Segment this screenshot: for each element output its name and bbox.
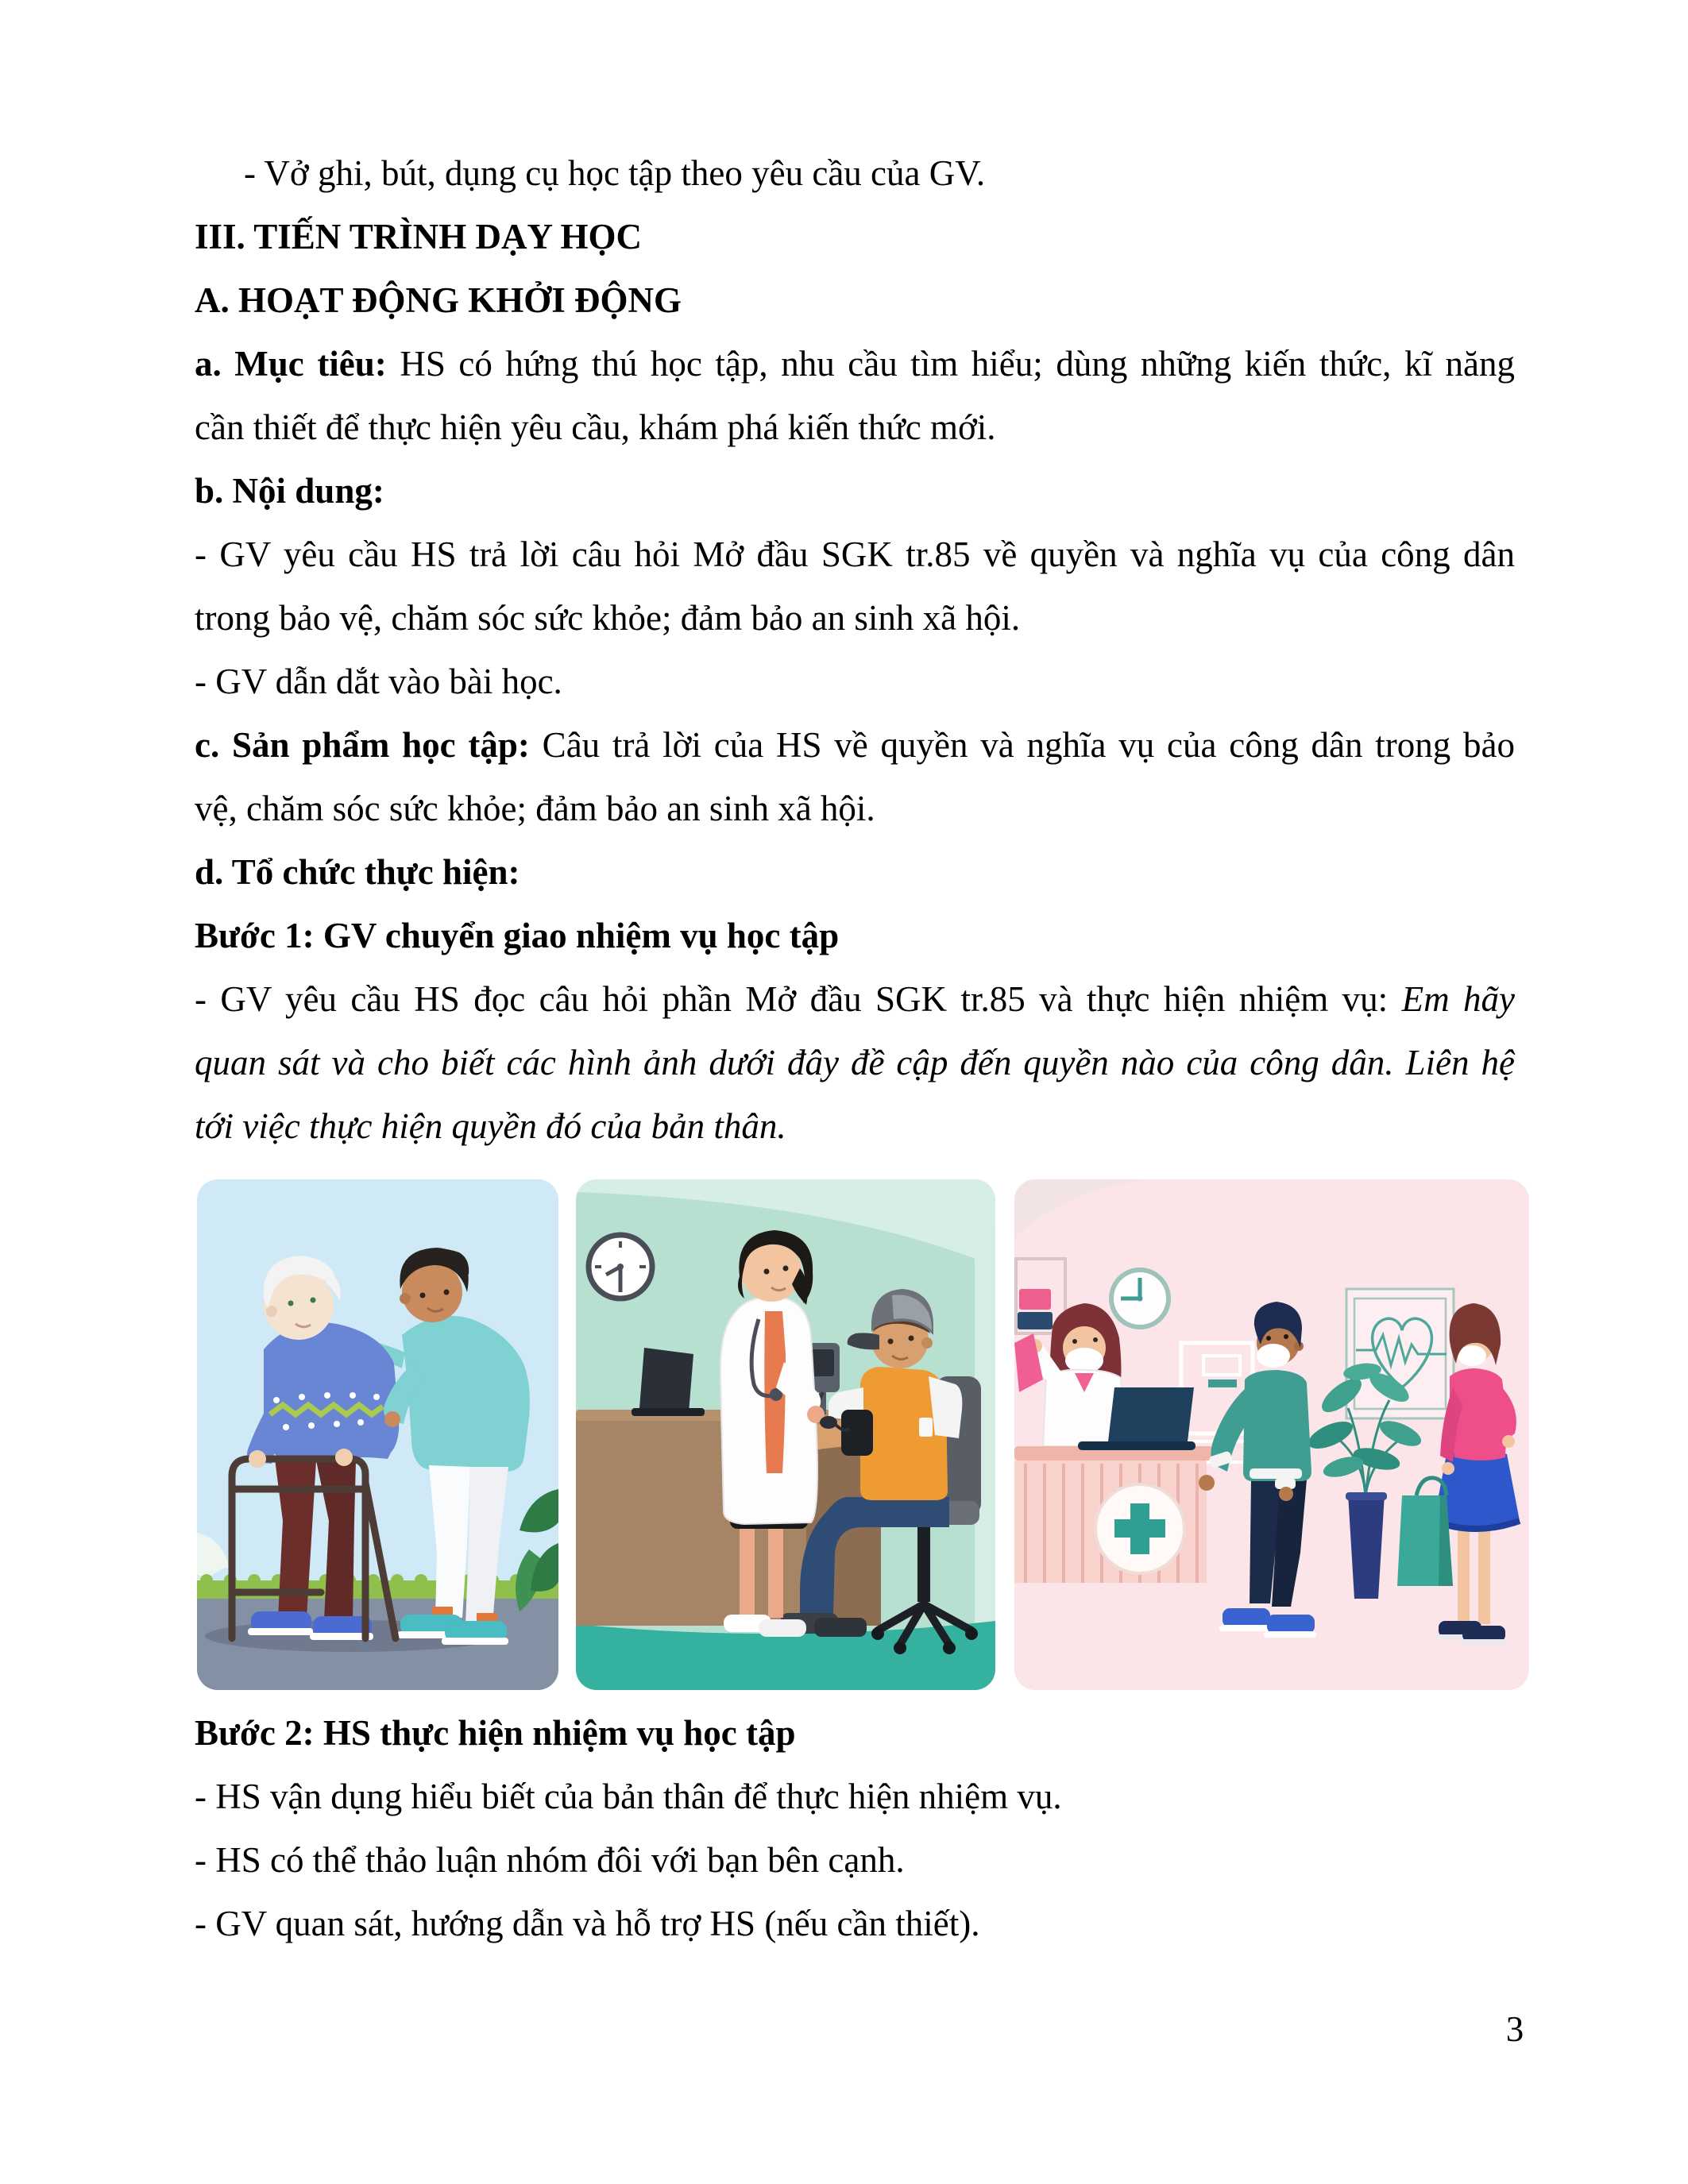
paragraph bbox=[195, 1828, 1515, 1892]
hand bbox=[384, 1411, 400, 1427]
clinic-reception-illustration bbox=[1014, 1179, 1529, 1690]
dark-shoe bbox=[814, 1618, 867, 1637]
paragraph bbox=[195, 713, 1515, 777]
body-text: - HS vận dụng hiểu biết của bản thân để thực hiện nhiệm vụ. bbox=[195, 1777, 1062, 1816]
body-text: - GV quan sát, hướng dẫn và hỗ trợ HS (nếu cần thiết). bbox=[195, 1904, 980, 1943]
body-text: Câu trả lời của HS về quyền và nghĩa vụ của công dân trong bảo bbox=[529, 725, 1515, 765]
document-body bbox=[195, 141, 1515, 1955]
paragraph bbox=[195, 141, 1515, 205]
white-shoe bbox=[759, 1619, 806, 1637]
body-text: - HS có thể thảo luận nhóm đôi với bạn bên cạnh. bbox=[195, 1840, 905, 1880]
section-heading bbox=[195, 205, 1515, 268]
panel-clinic-reception bbox=[1014, 1179, 1529, 1690]
wall-clock-icon bbox=[1111, 1270, 1168, 1327]
bp-pump bbox=[820, 1416, 837, 1429]
hand bbox=[1442, 1462, 1454, 1475]
run-label: c. Sản phẩm học tập: bbox=[195, 725, 530, 765]
hem bbox=[1250, 1468, 1302, 1479]
step-heading bbox=[195, 904, 1515, 967]
heading-text: b. Nội dung: bbox=[195, 471, 384, 511]
badge bbox=[919, 1418, 933, 1437]
blue-sweater bbox=[264, 1322, 399, 1461]
italic-text: quan sát và cho biết các hình ảnh dưới đây đề cập đến quyền nào của công dân. Liên hệ bbox=[195, 1043, 1515, 1082]
panel-elderly-care bbox=[197, 1179, 558, 1690]
section-heading bbox=[195, 268, 1515, 332]
section-heading bbox=[195, 459, 1515, 523]
hand bbox=[1199, 1475, 1215, 1491]
italic-text: tới việc thực hiện quyền đó của bản thân. bbox=[195, 1106, 786, 1146]
paragraph bbox=[195, 1094, 1515, 1158]
panel-blood-pressure bbox=[576, 1179, 995, 1690]
body-text: - GV dẫn dắt vào bài học. bbox=[195, 662, 562, 701]
heading-text: Bước 1: GV chuyển giao nhiệm vụ học tập bbox=[195, 916, 840, 955]
paragraph bbox=[195, 1765, 1515, 1828]
hand bbox=[1279, 1487, 1293, 1501]
plant-pot bbox=[1348, 1494, 1385, 1599]
paragraph bbox=[195, 1031, 1515, 1094]
reception-desk bbox=[1014, 1446, 1214, 1583]
section-heading bbox=[195, 840, 1515, 904]
body-text: trong bảo vệ, chăm sóc sức khỏe; đảm bảo an sinh xã hội. bbox=[195, 598, 1021, 638]
hand bbox=[335, 1449, 353, 1466]
blood-pressure-illustration bbox=[576, 1179, 995, 1690]
heading-text: Bước 2: HS thực hiện nhiệm vụ học tập bbox=[195, 1713, 796, 1753]
illustration-strip bbox=[195, 1179, 1531, 1690]
leg bbox=[768, 1521, 783, 1618]
paragraph bbox=[195, 332, 1515, 396]
paragraph bbox=[195, 523, 1515, 586]
paragraph bbox=[195, 967, 1515, 1031]
navy-book bbox=[1018, 1312, 1053, 1329]
page-number: 3 bbox=[1505, 2009, 1524, 2049]
body-text: - Vở ghi, bút, dụng cụ học tập theo yêu cầu của GV. bbox=[244, 153, 986, 193]
body-text: - GV yêu cầu HS trả lời câu hỏi Mở đầu SGK tr.85 về quyền và nghĩa vụ của công dân bbox=[195, 534, 1515, 574]
body-text: HS có hứng thú học tập, nhu cầu tìm hiểu; dùng những kiến thức, kĩ năng bbox=[386, 344, 1515, 384]
pink-book bbox=[1019, 1289, 1051, 1310]
blue-shoe bbox=[1223, 1608, 1270, 1627]
body-text: - GV yêu cầu HS đọc câu hỏi phần Mở đầu SGK tr.85 và thực hiện nhiệm vụ: bbox=[195, 979, 1402, 1019]
body-text: cần thiết để thực hiện yêu cầu, khám phá kiến thức mới. bbox=[195, 407, 996, 447]
bp-cuff bbox=[841, 1410, 873, 1456]
body-text: vệ, chăm sóc sức khỏe; đảm bảo an sinh xã hội. bbox=[195, 789, 875, 828]
step-heading bbox=[195, 1701, 1515, 1765]
leg bbox=[1478, 1527, 1490, 1624]
paragraph bbox=[195, 396, 1515, 459]
face-mask bbox=[1257, 1344, 1290, 1368]
heading-text: A. HOẠT ĐỘNG KHỞI ĐỘNG bbox=[195, 280, 682, 320]
teal-sweater bbox=[1243, 1370, 1311, 1481]
hand bbox=[249, 1450, 266, 1468]
italic-text: Em hãy bbox=[1401, 979, 1515, 1019]
heading-text: d. Tổ chức thực hiện: bbox=[195, 852, 520, 892]
paragraph bbox=[195, 777, 1515, 840]
heading-text: III. TIẾN TRÌNH DẠY HỌC bbox=[195, 217, 643, 257]
paragraph bbox=[195, 1892, 1515, 1955]
paragraph bbox=[195, 586, 1515, 650]
run-label: a. Mục tiêu: bbox=[195, 344, 387, 384]
leg bbox=[740, 1519, 755, 1616]
wall-clock-icon bbox=[589, 1235, 652, 1298]
blue-shoe bbox=[1267, 1615, 1315, 1634]
hand bbox=[1502, 1435, 1515, 1448]
leg bbox=[1458, 1526, 1470, 1624]
elderly-care-illustration bbox=[197, 1179, 558, 1690]
paragraph bbox=[195, 650, 1515, 713]
